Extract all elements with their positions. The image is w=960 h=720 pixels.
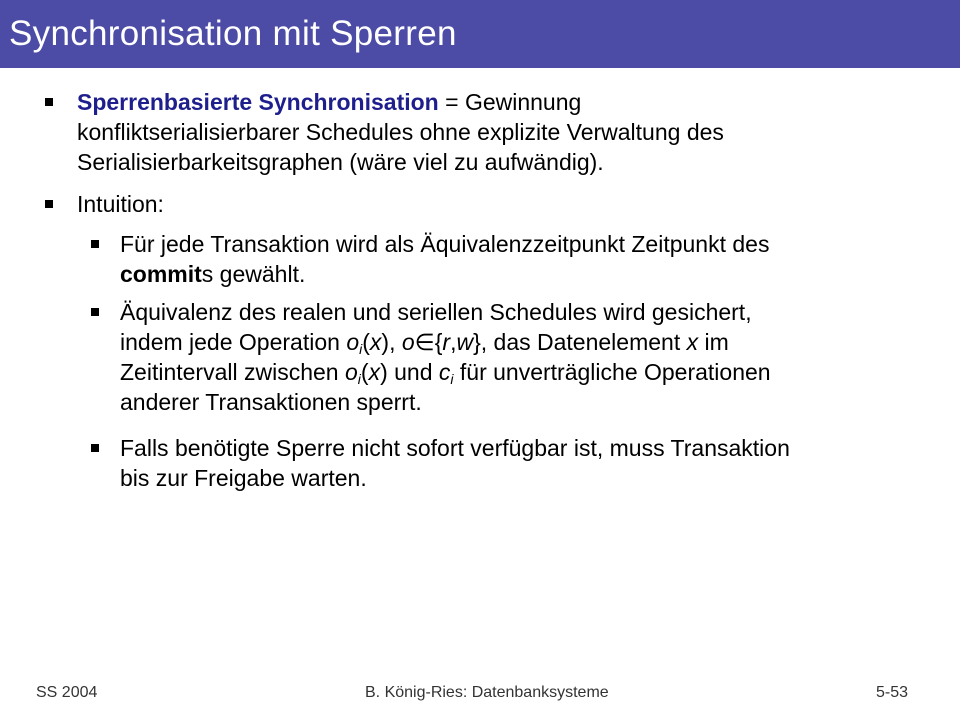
slide-title: Synchronisation mit Sperren [9,14,457,53]
sub-bullet-marker [91,240,99,248]
sub-bullet-1-line-1: Für jede Transaktion wird als Äquivalenzzeitpunkt Zeitpunkt des [120,231,770,257]
sub-bullet-1-line-2: s gewählt. [201,261,306,287]
sub-bullet-marker [91,444,99,452]
bullet-2-text: Intuition: [77,191,164,217]
sub-bullet-2-line-4: anderer Transaktionen sperrt. [120,389,422,415]
bullet-marker [45,98,53,106]
sub-bullet-3-line-1: Falls benötigte Sperre nicht sofort verfügbar ist, muss Transaktion [120,435,790,461]
commit-keyword: commit [120,261,202,287]
bullet-2 [77,189,164,219]
sub-bullet-2-line-2: indem jede Operation $o_i(x)$, o∈{r,w}, das Datenelement x im [120,329,729,357]
sub-bullet-3-line-2: bis zur Freigabe warten. [120,465,367,491]
bullet-1-line-3: Serialisierbarkeitsgraphen (wäre viel zu aufwändig). [77,149,604,175]
footer-semester: SS 2004 [36,684,98,701]
footer-page-number: 5-53 [876,684,909,701]
title-bar [0,0,960,68]
bullet-1-term: Sperrenbasierte Synchronisation [77,89,439,115]
sub-bullet-marker [91,308,99,316]
bullet-marker [45,200,53,208]
sub-bullet-2-line-3: Zeitintervall zwischen $o_i(x)$ und $c_i$ für unverträgliche Operationen [120,359,771,387]
sub-bullet-3 [120,433,790,493]
bullet-1 [77,87,724,177]
sub-bullet-2 [120,297,771,417]
sub-bullet-2-line-1: Äquivalenz des realen und seriellen Schedules wird gesichert, [120,299,752,325]
footer-course: B. König-Ries: Datenbanksysteme [365,684,609,701]
bullet-1-line-1: = Gewinnung [438,89,582,115]
bullet-1-line-2: konfliktserialisierbarer Schedules ohne explizite Verwaltung des [77,119,724,145]
sub-bullet-1 [120,229,769,289]
